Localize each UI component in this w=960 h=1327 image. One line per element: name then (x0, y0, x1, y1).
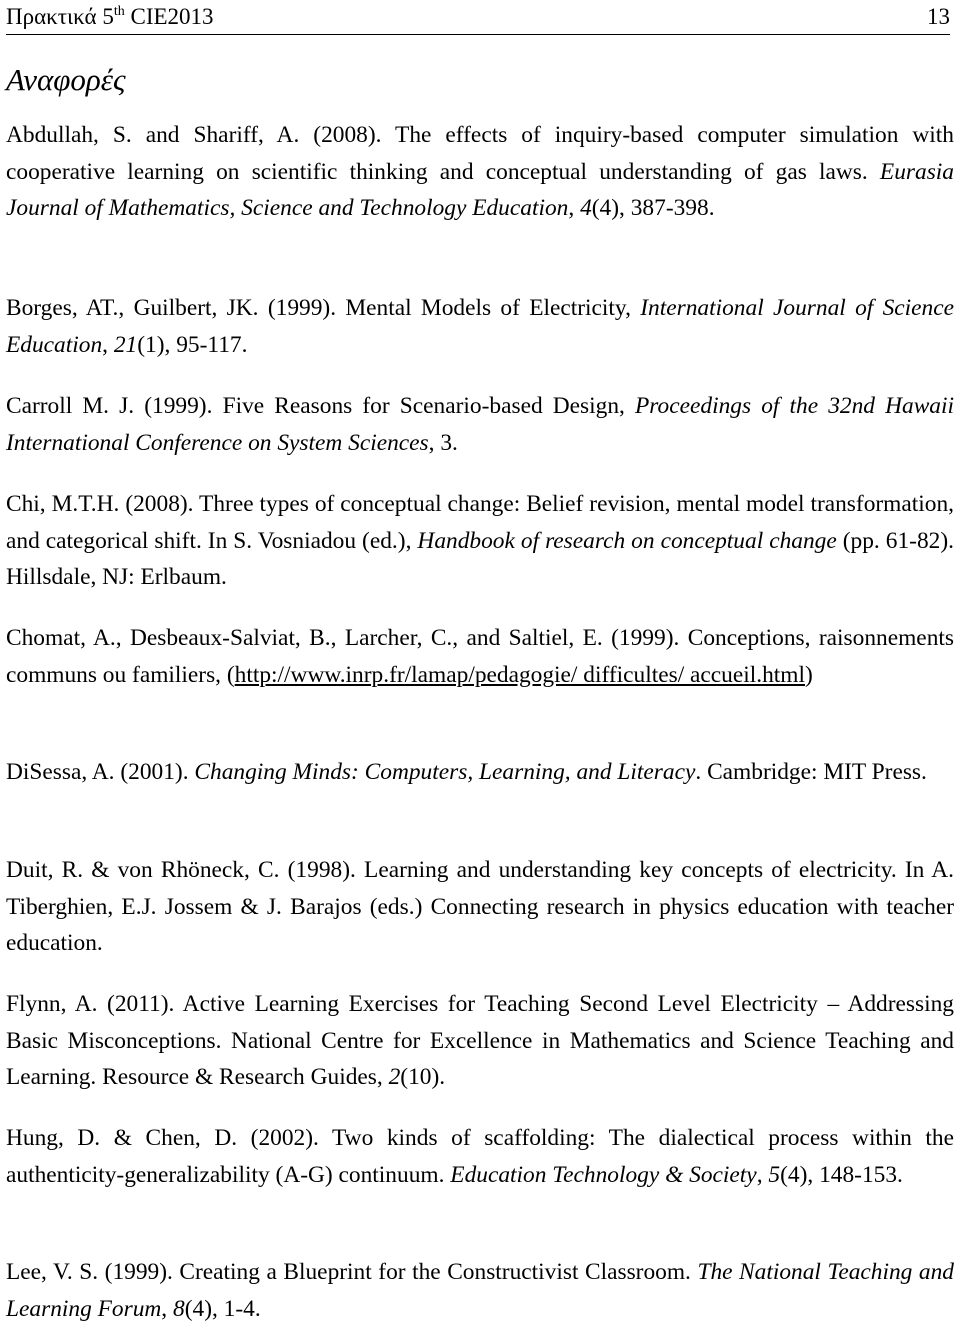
page-number: 13 (927, 4, 950, 29)
reference-item: Duit, R. & von Rhöneck, C. (1998). Learning and understanding key concepts of electricity. In A. Tiberghien, E.J. Jossem & J. Barajos (eds.) Connecting research in physics education with teacher education. (6, 857, 954, 956)
reference-item: Borges, AT., Guilbert, JK. (1999). Mental Models of Electricity, International Journal of Science Education, 21(1), 95-117. (6, 295, 954, 358)
page-header (6, 0, 950, 35)
reference-item: Chi, M.T.H. (2008). Three types of conceptual change: Belief revision, mental model transformation, and categorical shift. In S. Vosniadou (ed.), Handbook of research on conceptual change (pp. 61-82). Hillsdale, NJ: Erlbaum. (6, 491, 954, 590)
reference-item: Flynn, A. (2011). Active Learning Exercises for Teaching Second Level Electricity – Addressing Basic Misconceptions. National Centre for Excellence in Mathematics and Science Teaching and Learning. Resource & Research Guides, 2(10). (6, 991, 954, 1090)
reference-item: Carroll M. J. (1999). Five Reasons for Scenario-based Design, Proceedings of the 32nd Hawaii International Conference on System Sciences, 3. (6, 393, 955, 456)
reference-item: DiSessa, A. (2001). Changing Minds: Computers, Learning, and Literacy. Cambridge: MIT Press. (6, 759, 927, 785)
reference-item: Lee, V. S. (1999). Creating a Blueprint for the Constructivist Classroom. The National Teaching and Learning Forum, 8(4), 1-4. (6, 1259, 954, 1322)
reference-link[interactable]: http://www.inrp.fr/lamap/pedagogie/ difficultes/ accueil.html (234, 661, 805, 688)
header-title: Πρακτικά 5th CIE2013 (6, 4, 214, 29)
reference-item: Abdullah, S. and Shariff, A. (2008). The effects of inquiry-based computer simulation with cooperative learning on scientific thinking and conceptual understanding of gas laws. Eurasia Journal of Mathematics, Science and Technology Education, 4(4), 387-398. (6, 122, 954, 221)
reference-item: Chomat, A., Desbeaux-Salviat, B., Larcher, C., and Saltiel, E. (1999). Conceptions, raisonnements communs ou familiers, (http://www.inrp.fr/lamap/pedagogie/ difficultes/ accueil.html) (6, 625, 954, 688)
reference-item: Hung, D. & Chen, D. (2002). Two kinds of scaffolding: The dialectical process within the authenticity-generalizability (A-G) continuum. Education Technology & Society, 5(4), 148-153. (6, 1125, 954, 1188)
section-title: Αναφορές (6, 62, 126, 97)
